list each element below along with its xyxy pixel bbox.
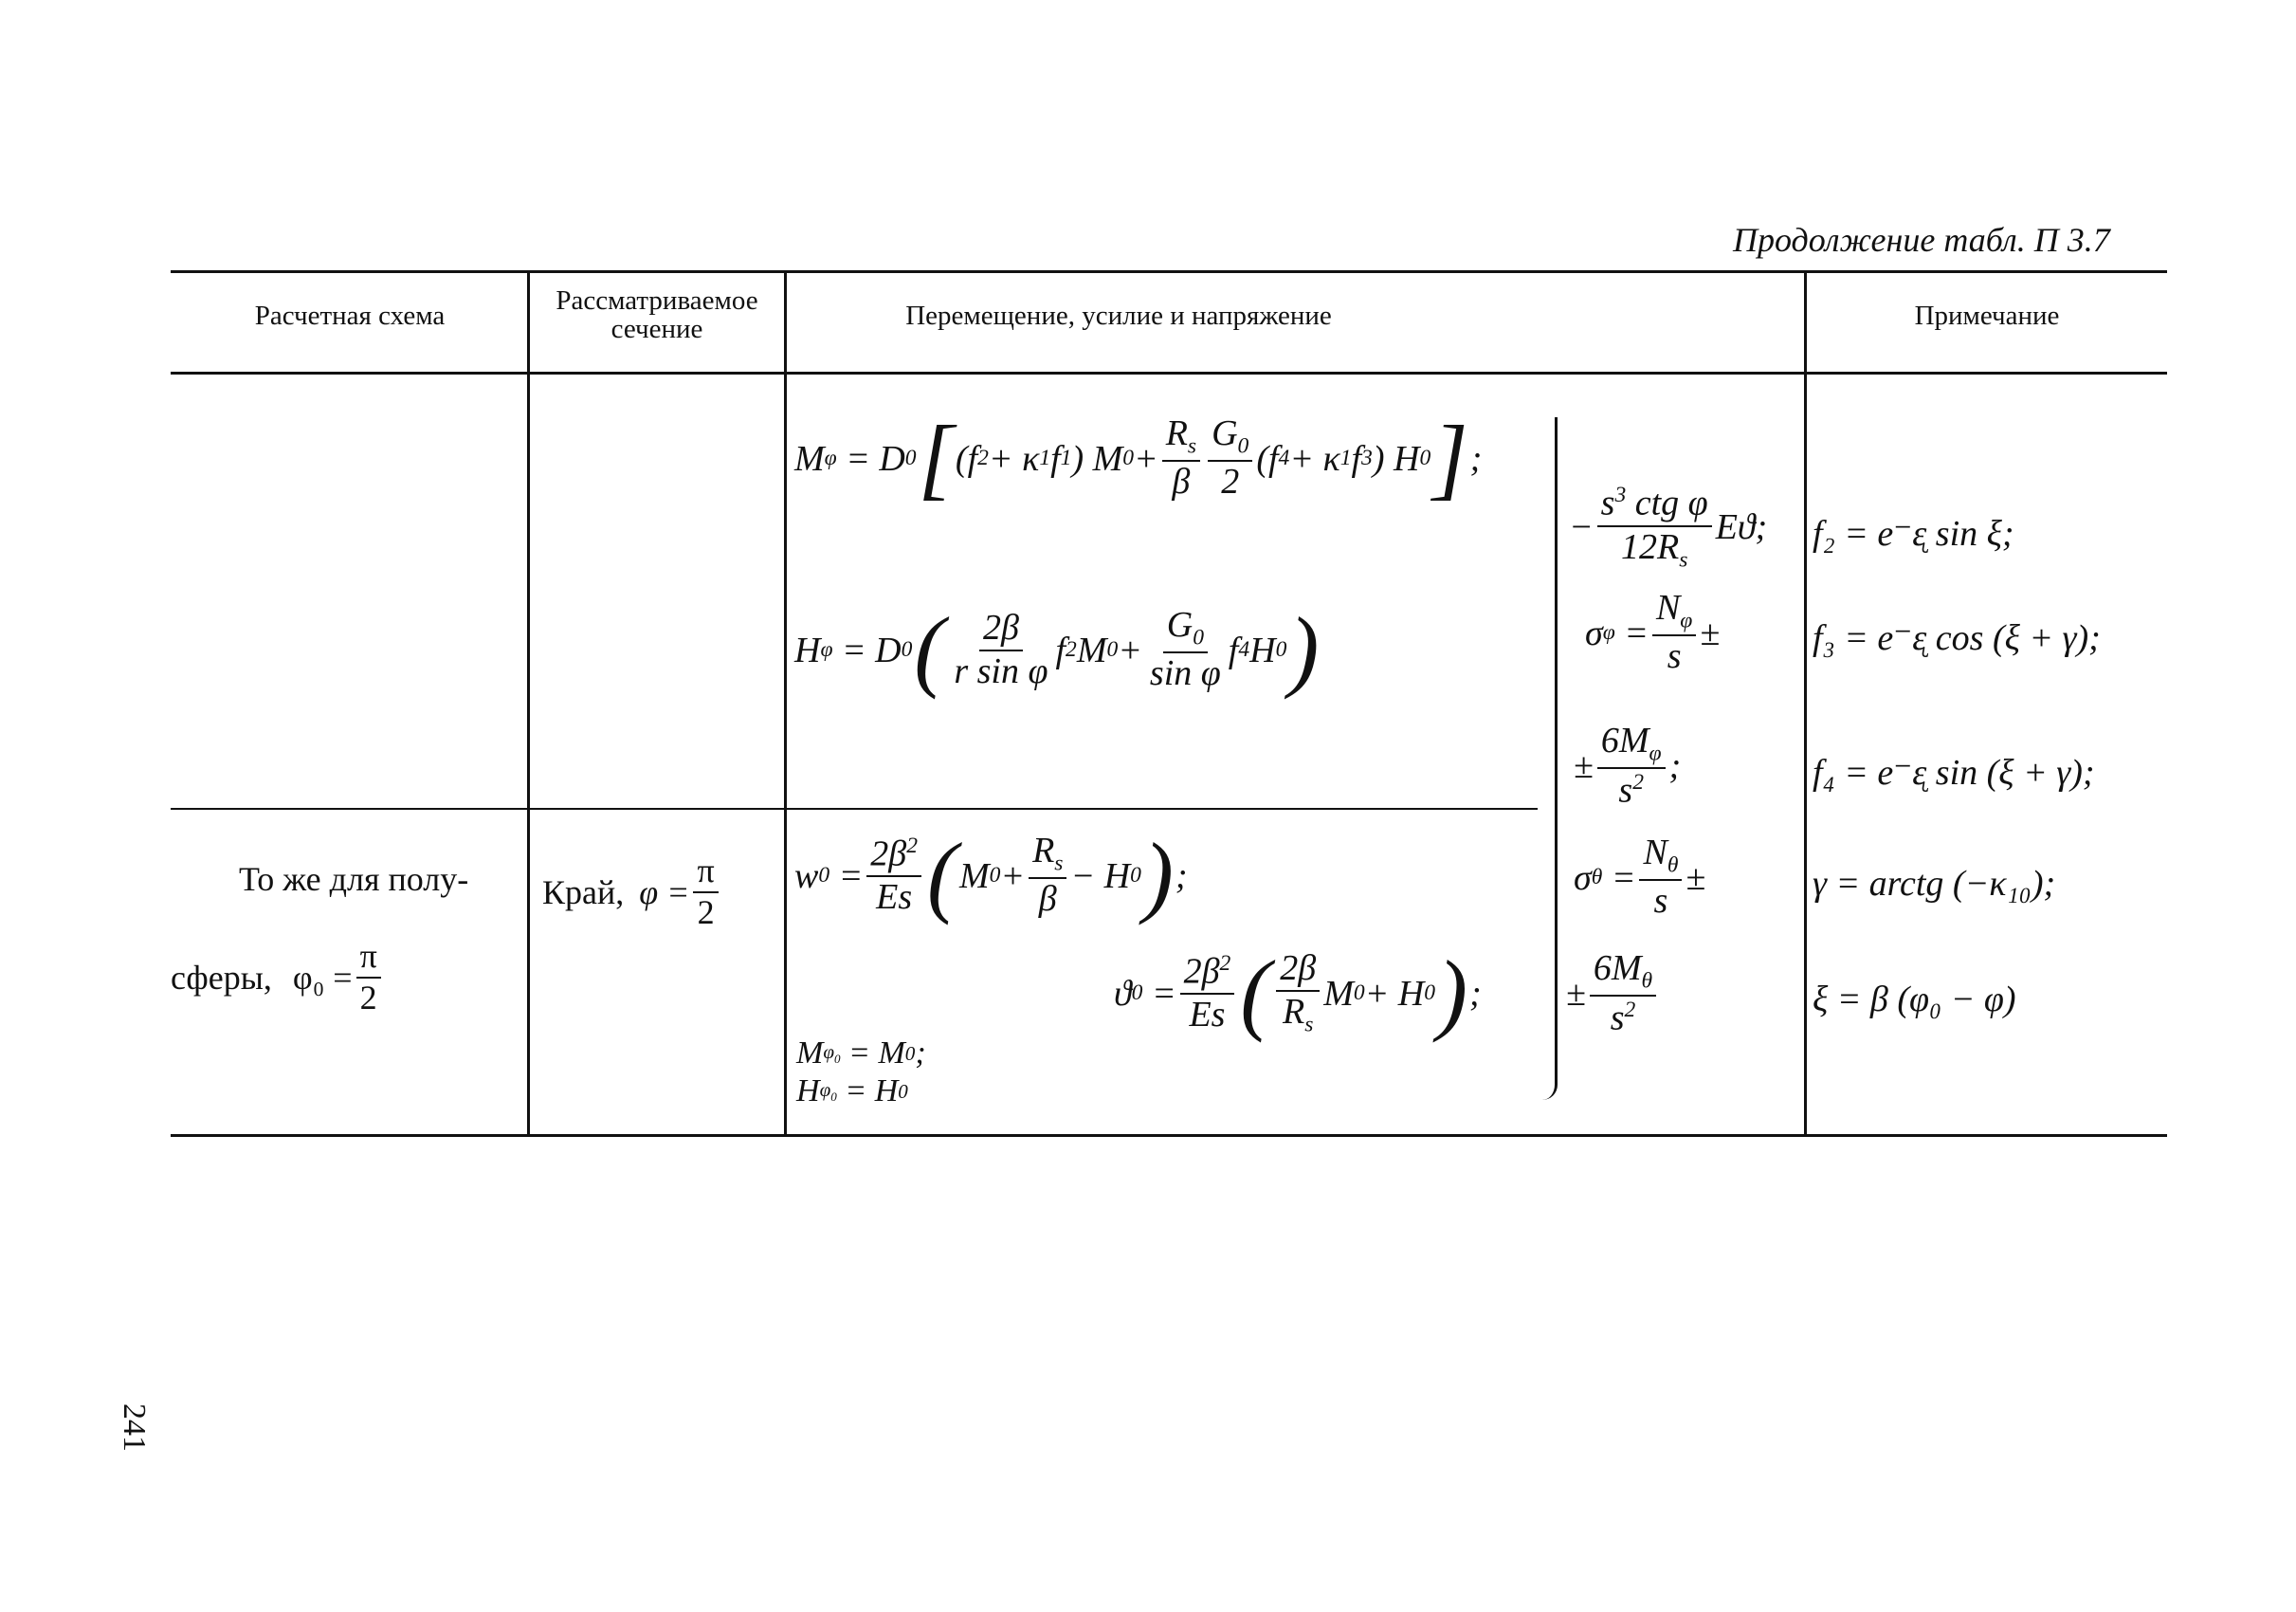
formula-sigma-phi-bending: ± $\frac{6M_\varphi}{s^2}$ ;	[1574, 721, 1682, 811]
header-formulas: Перемещение, усилие и напряжение	[905, 301, 1332, 331]
formula-stress-term: − $\frac{s^3 ctg \varphi}{12R_s}$ Eϑ;	[1569, 483, 1768, 573]
header-note: Примечание	[1914, 301, 2060, 331]
scheme-word: сферы,	[171, 958, 272, 997]
formula-h-phi: H φ = D 0 ( $\frac{2\beta}{\text{r sin φ}}$ f 2 M 0 + $\frac{G_0}{\text{sin φ}}$ f 4 H 0 )	[794, 598, 1320, 701]
formula-sigma-phi: σ φ = $\frac{N_\varphi}{s}$ ±	[1585, 588, 1721, 677]
section-text	[542, 853, 722, 931]
note-xi: ξ = β (φ₀ − φ)	[1813, 980, 2016, 1019]
section-two: 2	[697, 892, 715, 931]
scheme-text-line2	[171, 939, 385, 1017]
column-divider-3	[1804, 270, 1807, 1137]
section-phi: φ =	[639, 872, 690, 911]
table-bottom-rule	[171, 1134, 2167, 1137]
formula-boundary-m: M $\varphi_0$ = M 0 ;	[796, 1035, 926, 1071]
header-section	[530, 286, 784, 344]
note-f3: f₃ = e⁻ᶓ cos (ξ + γ);	[1813, 618, 2101, 658]
section-label: Край,	[542, 872, 625, 911]
section-pi: π	[693, 853, 718, 893]
note-f4: f₄ = e⁻ᶓ sin (ξ + γ);	[1813, 753, 2095, 793]
scheme-phi0: φ₀ =	[292, 958, 353, 997]
formula-m-phi: M φ = D 0 [ (f 2 + κ 1 f 1 ) M 0 + $\frac{R_s}{\beta}$ $\frac{G_0}{2}$ (f 4 + κ 1 f 3 ) H 0 ] ;	[794, 407, 1483, 509]
row-divider-rule	[171, 808, 1538, 810]
section-pi-over-two	[693, 853, 718, 931]
header-scheme: Расчетная схема	[254, 301, 446, 331]
scheme-two: 2	[359, 978, 377, 1017]
formula-sigma-theta-bending: ± $\frac{6M_\theta}{s^2}$	[1566, 950, 1660, 1038]
note-gamma: γ = arctg (−κ₁₀);	[1813, 864, 2056, 904]
formula-boundary-h: H $\varphi_0$ = H 0	[796, 1073, 908, 1108]
header-bottom-rule	[171, 372, 2167, 375]
formula-theta0: ϑ 0 = $\frac{2\beta^2}{Es}$ ( $\frac{2\beta}{R_s}$ M 0 + H 0 ) ;	[1114, 942, 1482, 1044]
header-section-line1: Рассматриваемое	[556, 285, 758, 316]
page-number: 241	[117, 1403, 152, 1452]
column-divider-2	[784, 270, 787, 1137]
scheme-pi: π	[356, 939, 381, 979]
formula-sigma-theta: σ θ = $\frac{N_\theta}{s}$ ±	[1574, 833, 1706, 922]
note-f2: f₂ = e⁻ᶓ sin ξ;	[1813, 514, 2014, 554]
formula-w0: w 0 = $\frac{2\beta^2}{Es}$ ( M 0 + $\frac{R_s}{\beta}$ − H 0 ) ;	[794, 824, 1188, 926]
stress-brace	[1536, 417, 1558, 1100]
header-section-line2: сечение	[610, 314, 703, 345]
table-top-rule	[171, 270, 2167, 273]
scheme-pi-over-two	[356, 939, 381, 1017]
table-caption: Продолжение табл. П 3.7	[1733, 221, 2110, 259]
column-divider-1	[527, 270, 530, 1137]
scheme-text-line1: То же для полу-	[239, 860, 469, 898]
